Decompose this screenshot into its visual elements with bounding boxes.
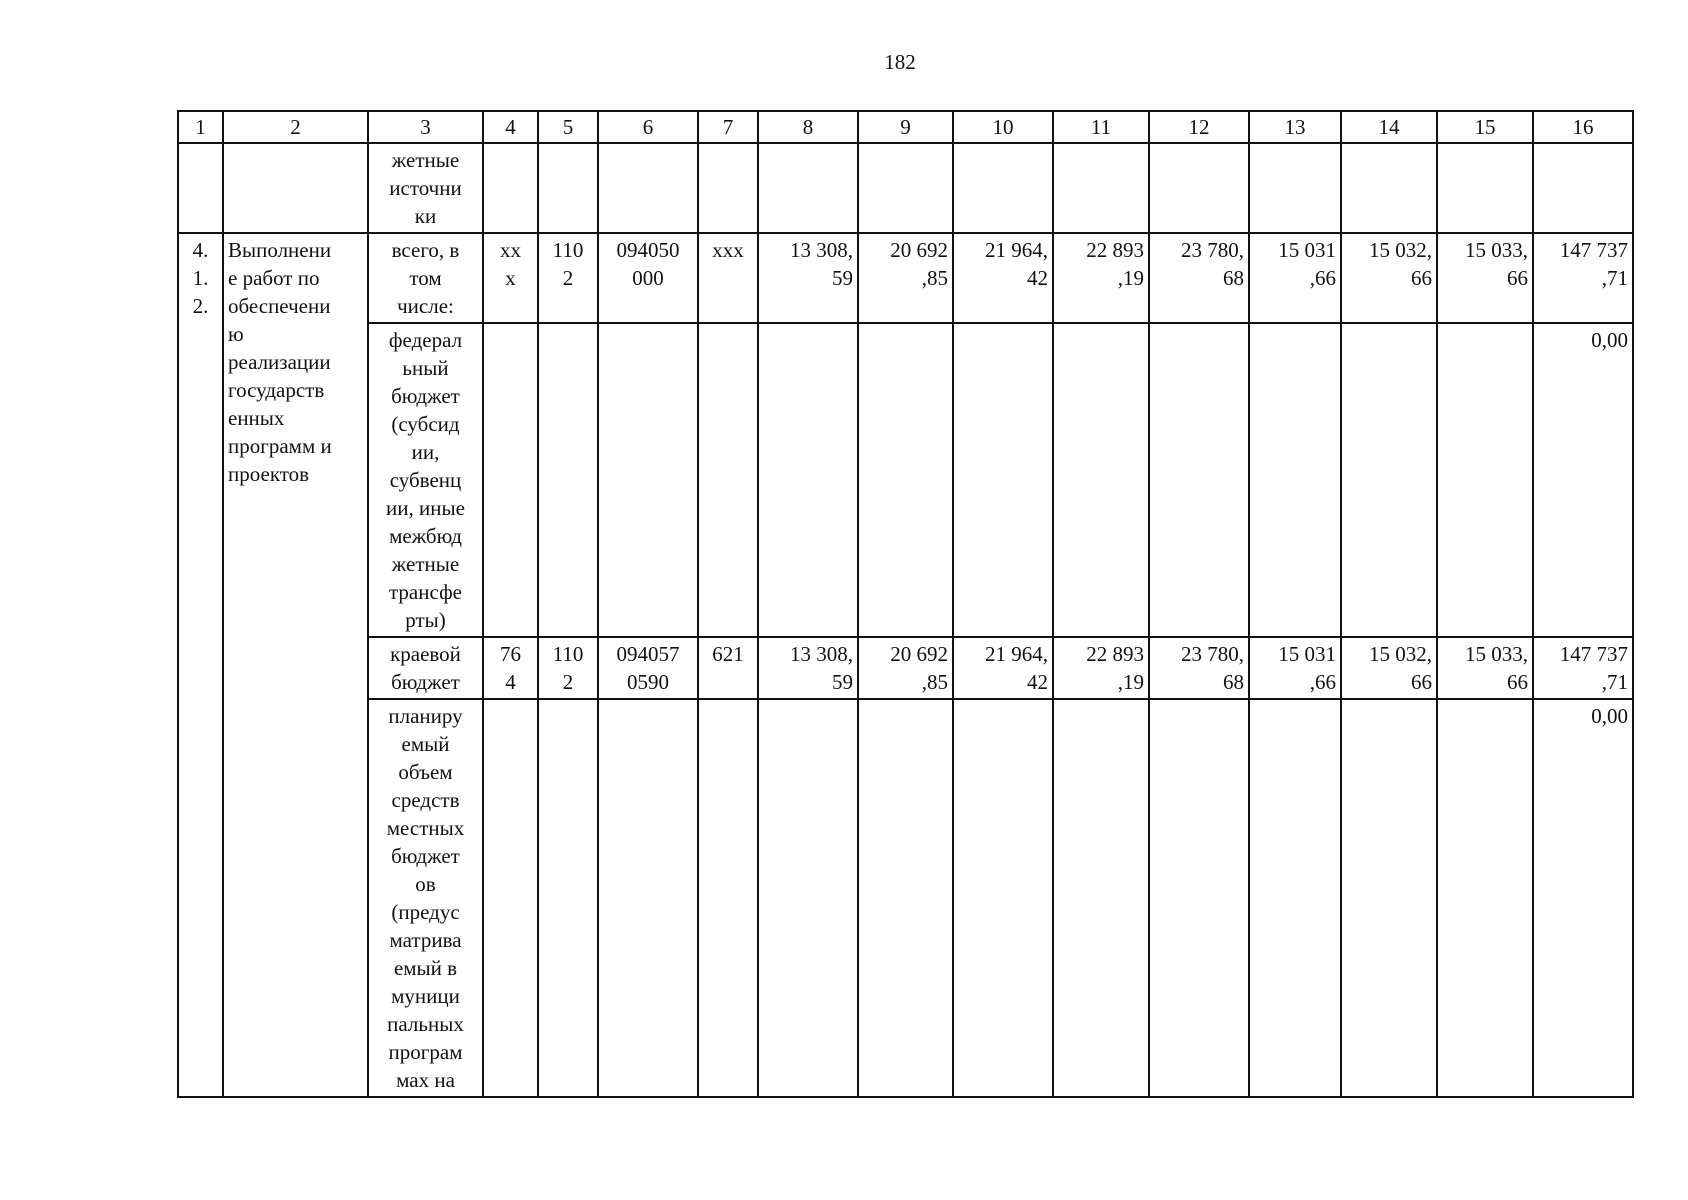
total-value-cell: 0,00 xyxy=(1533,323,1633,637)
table-cell xyxy=(1249,699,1341,1097)
header-col-6: 6 xyxy=(598,111,698,143)
value-cell: 15 031 ,66 xyxy=(1249,233,1341,323)
header-col-16: 16 xyxy=(1533,111,1633,143)
value-cell: 23 780, 68 xyxy=(1149,233,1249,323)
value-cell: 15 033, 66 xyxy=(1437,637,1533,699)
header-col-3: 3 xyxy=(368,111,483,143)
table-cell xyxy=(223,143,368,233)
value-cell: 20 692 ,85 xyxy=(858,233,953,323)
table-cell xyxy=(598,323,698,637)
table-cell xyxy=(538,323,598,637)
header-col-15: 15 xyxy=(1437,111,1533,143)
source-cell: жетные источни ки xyxy=(368,143,483,233)
header-col-7: 7 xyxy=(698,111,758,143)
value-cell: 22 893 ,19 xyxy=(1053,637,1149,699)
total-value-cell: 147 737 ,71 xyxy=(1533,637,1633,699)
header-col-5: 5 xyxy=(538,111,598,143)
csr-cell: 094050 000 xyxy=(598,233,698,323)
value-cell: 15 032, 66 xyxy=(1341,637,1437,699)
value-cell: 23 780, 68 xyxy=(1149,637,1249,699)
table-cell xyxy=(858,143,953,233)
header-col-12: 12 xyxy=(1149,111,1249,143)
table-cell xyxy=(598,143,698,233)
table-cell xyxy=(1149,323,1249,637)
rz-pr-cell: 110 2 xyxy=(538,233,598,323)
item-number-cell: 4. 1. 2. xyxy=(178,233,223,1097)
header-col-14: 14 xyxy=(1341,111,1437,143)
total-value-cell: 0,00 xyxy=(1533,699,1633,1097)
table-row-local xyxy=(178,699,1633,1097)
rz-pr-cell: 110 2 xyxy=(538,637,598,699)
table-cell xyxy=(1437,323,1533,637)
table-cell xyxy=(178,143,223,233)
item-name-cell: Выполнени е работ по обеспечени ю реализации государств енных программ и проектов xyxy=(223,233,368,1097)
vr-cell: ххх xyxy=(698,233,758,323)
value-cell: 15 032, 66 xyxy=(1341,233,1437,323)
table-cell xyxy=(758,323,858,637)
value-cell: 21 964, 42 xyxy=(953,637,1053,699)
total-value-cell: 147 737 ,71 xyxy=(1533,233,1633,323)
table-cell xyxy=(598,699,698,1097)
source-cell: всего, в том числе: xyxy=(368,233,483,323)
table-cell xyxy=(1149,699,1249,1097)
table-cell xyxy=(698,323,758,637)
table-cell xyxy=(483,699,538,1097)
table-cell xyxy=(1533,143,1633,233)
table-cell xyxy=(483,143,538,233)
value-cell: 13 308, 59 xyxy=(758,637,858,699)
csr-cell: 094057 0590 xyxy=(598,637,698,699)
header-col-11: 11 xyxy=(1053,111,1149,143)
value-cell: 13 308, 59 xyxy=(758,233,858,323)
value-cell: 15 033, 66 xyxy=(1437,233,1533,323)
table-cell xyxy=(538,699,598,1097)
table-cell xyxy=(1341,143,1437,233)
table-cell xyxy=(1053,323,1149,637)
value-cell: 22 893 ,19 xyxy=(1053,233,1149,323)
table-cell xyxy=(758,143,858,233)
table-cell xyxy=(858,323,953,637)
table-row-regional xyxy=(178,637,1633,699)
table-cell xyxy=(1149,143,1249,233)
header-col-4: 4 xyxy=(483,111,538,143)
header-row xyxy=(178,111,1633,143)
table-cell xyxy=(1437,699,1533,1097)
header-col-2: 2 xyxy=(223,111,368,143)
table-cell xyxy=(1053,143,1149,233)
header-col-10: 10 xyxy=(953,111,1053,143)
value-cell: 21 964, 42 xyxy=(953,233,1053,323)
header-col-13: 13 xyxy=(1249,111,1341,143)
vr-cell: 621 xyxy=(698,637,758,699)
header-col-1: 1 xyxy=(178,111,223,143)
page-number: 182 xyxy=(884,50,916,74)
grbs-cell: 76 4 xyxy=(483,637,538,699)
table-cell xyxy=(1249,323,1341,637)
table-cell xyxy=(1437,143,1533,233)
header-col-9: 9 xyxy=(858,111,953,143)
table-row-federal xyxy=(178,323,1633,637)
table-cell xyxy=(1053,699,1149,1097)
table-cell xyxy=(758,699,858,1097)
table-cell xyxy=(953,323,1053,637)
value-cell: 20 692 ,85 xyxy=(858,637,953,699)
table-cell xyxy=(1249,143,1341,233)
table-cell xyxy=(698,143,758,233)
source-cell: планиру емый объем средств местных бюджет ов (предус матрива емый в муници пальных програм мах на xyxy=(368,699,483,1097)
source-cell: федерал ьный бюджет (субсид ии, субвенц ии, иные межбюд жетные трансфе рты) xyxy=(368,323,483,637)
table-row-total xyxy=(178,233,1633,323)
table-cell xyxy=(1341,699,1437,1097)
source-cell: краевой бюджет xyxy=(368,637,483,699)
table-row-continued xyxy=(178,143,1633,233)
table-cell xyxy=(1341,323,1437,637)
value-cell: 15 031 ,66 xyxy=(1249,637,1341,699)
table-cell xyxy=(698,699,758,1097)
budget-table xyxy=(177,110,1634,1098)
grbs-cell: хх х xyxy=(483,233,538,323)
header-col-8: 8 xyxy=(758,111,858,143)
table-cell xyxy=(538,143,598,233)
table-cell xyxy=(953,699,1053,1097)
table-cell xyxy=(483,323,538,637)
table-cell xyxy=(858,699,953,1097)
table-cell xyxy=(953,143,1053,233)
